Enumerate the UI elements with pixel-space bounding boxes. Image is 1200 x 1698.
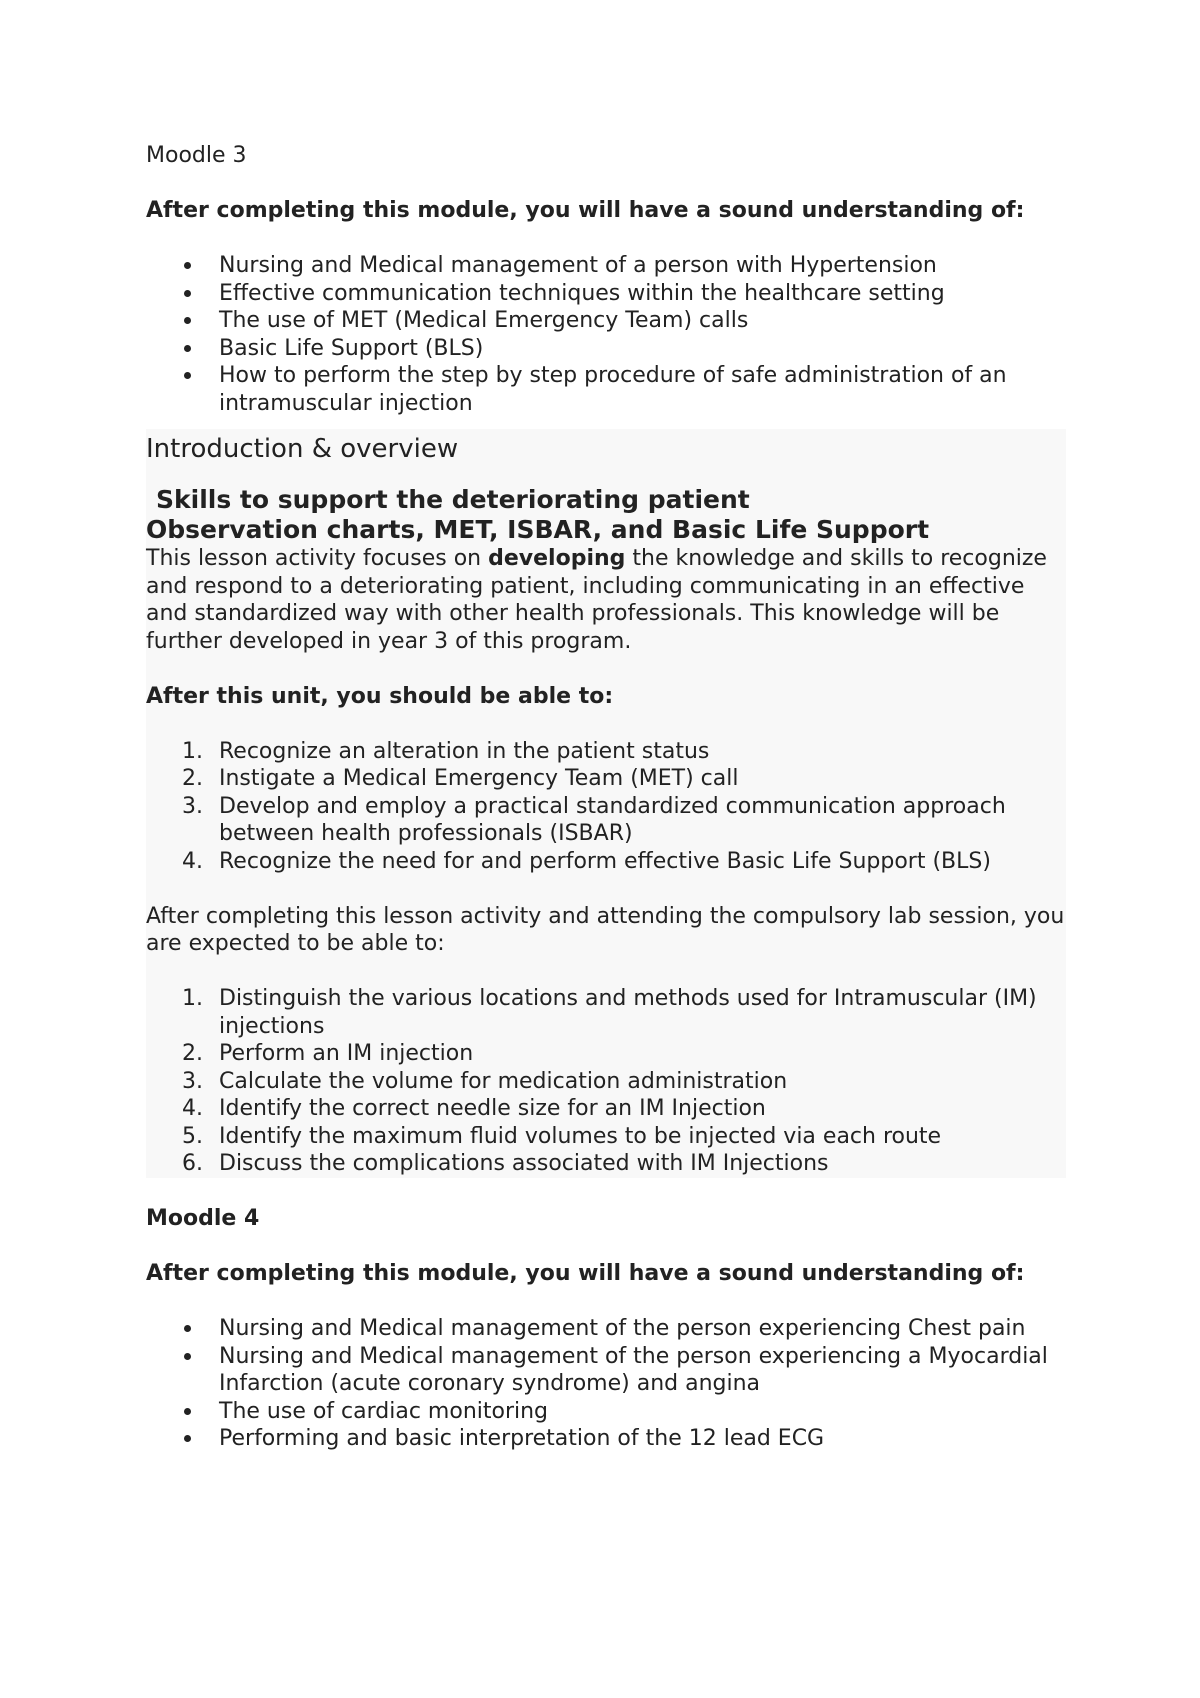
moodle3-title: Moodle 3: [146, 143, 247, 168]
overview-heading: Introduction & overview: [146, 434, 459, 464]
list-item: Nursing and Medical management of the person experiencing a Myocardial Infarction (acute coronary syndrome) and angina: [146, 1343, 1066, 1398]
list-item: The use of MET (Medical Emergency Team) calls: [146, 307, 1066, 335]
moodle3-list: [146, 252, 1066, 417]
lesson-paragraph: This lesson activity focuses on developing the knowledge and skills to recognize and respond to a deteriorating patient, including communicating in an effective and standardized way with other health professionals. This knowledge will be further developed in year 3 of this program.: [146, 546, 1047, 654]
list-item: 5. Identify the maximum fluid volumes to be injected via each route: [182, 1123, 942, 1149]
moodle4-list: [146, 1315, 1066, 1453]
list-item: Effective communication techniques within the healthcare setting: [146, 280, 1066, 308]
lab-intro: After completing this lesson activity and attending the compulsory lab session, you are expected to be able to:: [146, 903, 1065, 956]
list-item: 3. Develop and employ a practical standardized communication approach between health professionals (ISBAR): [182, 793, 1006, 846]
lesson-emphasis: developing: [488, 546, 626, 571]
list-item: 3. Calculate the volume for medication administration: [182, 1068, 788, 1094]
list-item: The use of cardiac monitoring: [146, 1398, 1066, 1426]
list-item: How to perform the step by step procedure of safe administration of an intramuscular injection: [146, 362, 1066, 417]
moodle4-title: Moodle 4: [146, 1206, 260, 1231]
list-item: Nursing and Medical management of the person experiencing Chest pain: [146, 1315, 1066, 1343]
list-item: 2. Perform an IM injection: [182, 1041, 474, 1066]
moodle3-intro: After completing this module, you will have a sound understanding of:: [146, 198, 1025, 223]
list-item: 4. Identify the correct needle size for an IM Injection: [182, 1096, 766, 1121]
list-item: Nursing and Medical management of a person with Hypertension: [146, 252, 1066, 280]
overview-section: [146, 429, 1066, 1178]
list-item: 4. Recognize the need for and perform effective Basic Life Support (BLS): [182, 848, 991, 874]
document-content: [146, 142, 1066, 1453]
skills-title: Skills to support the deteriorating patient: [156, 485, 750, 514]
unit-list: [146, 738, 1066, 876]
list-item: Performing and basic interpretation of the 12 lead ECG: [146, 1425, 1066, 1453]
lab-list: [146, 985, 1066, 1178]
list-item: 1. Recognize an alteration in the patient status: [182, 738, 710, 764]
list-item: 6. Discuss the complications associated with IM Injections: [182, 1151, 829, 1176]
list-item: 1. Distinguish the various locations and methods used for Intramuscular (IM) injections: [182, 986, 1037, 1039]
moodle4-intro: After completing this module, you will have a sound understanding of:: [146, 1261, 1025, 1286]
list-item: 2. Instigate a Medical Emergency Team (MET) call: [182, 766, 739, 791]
skills-subtitle: Observation charts, MET, ISBAR, and Basic Life Support: [146, 515, 930, 544]
list-item: Basic Life Support (BLS): [146, 335, 1066, 363]
unit-heading: After this unit, you should be able to:: [146, 683, 614, 709]
